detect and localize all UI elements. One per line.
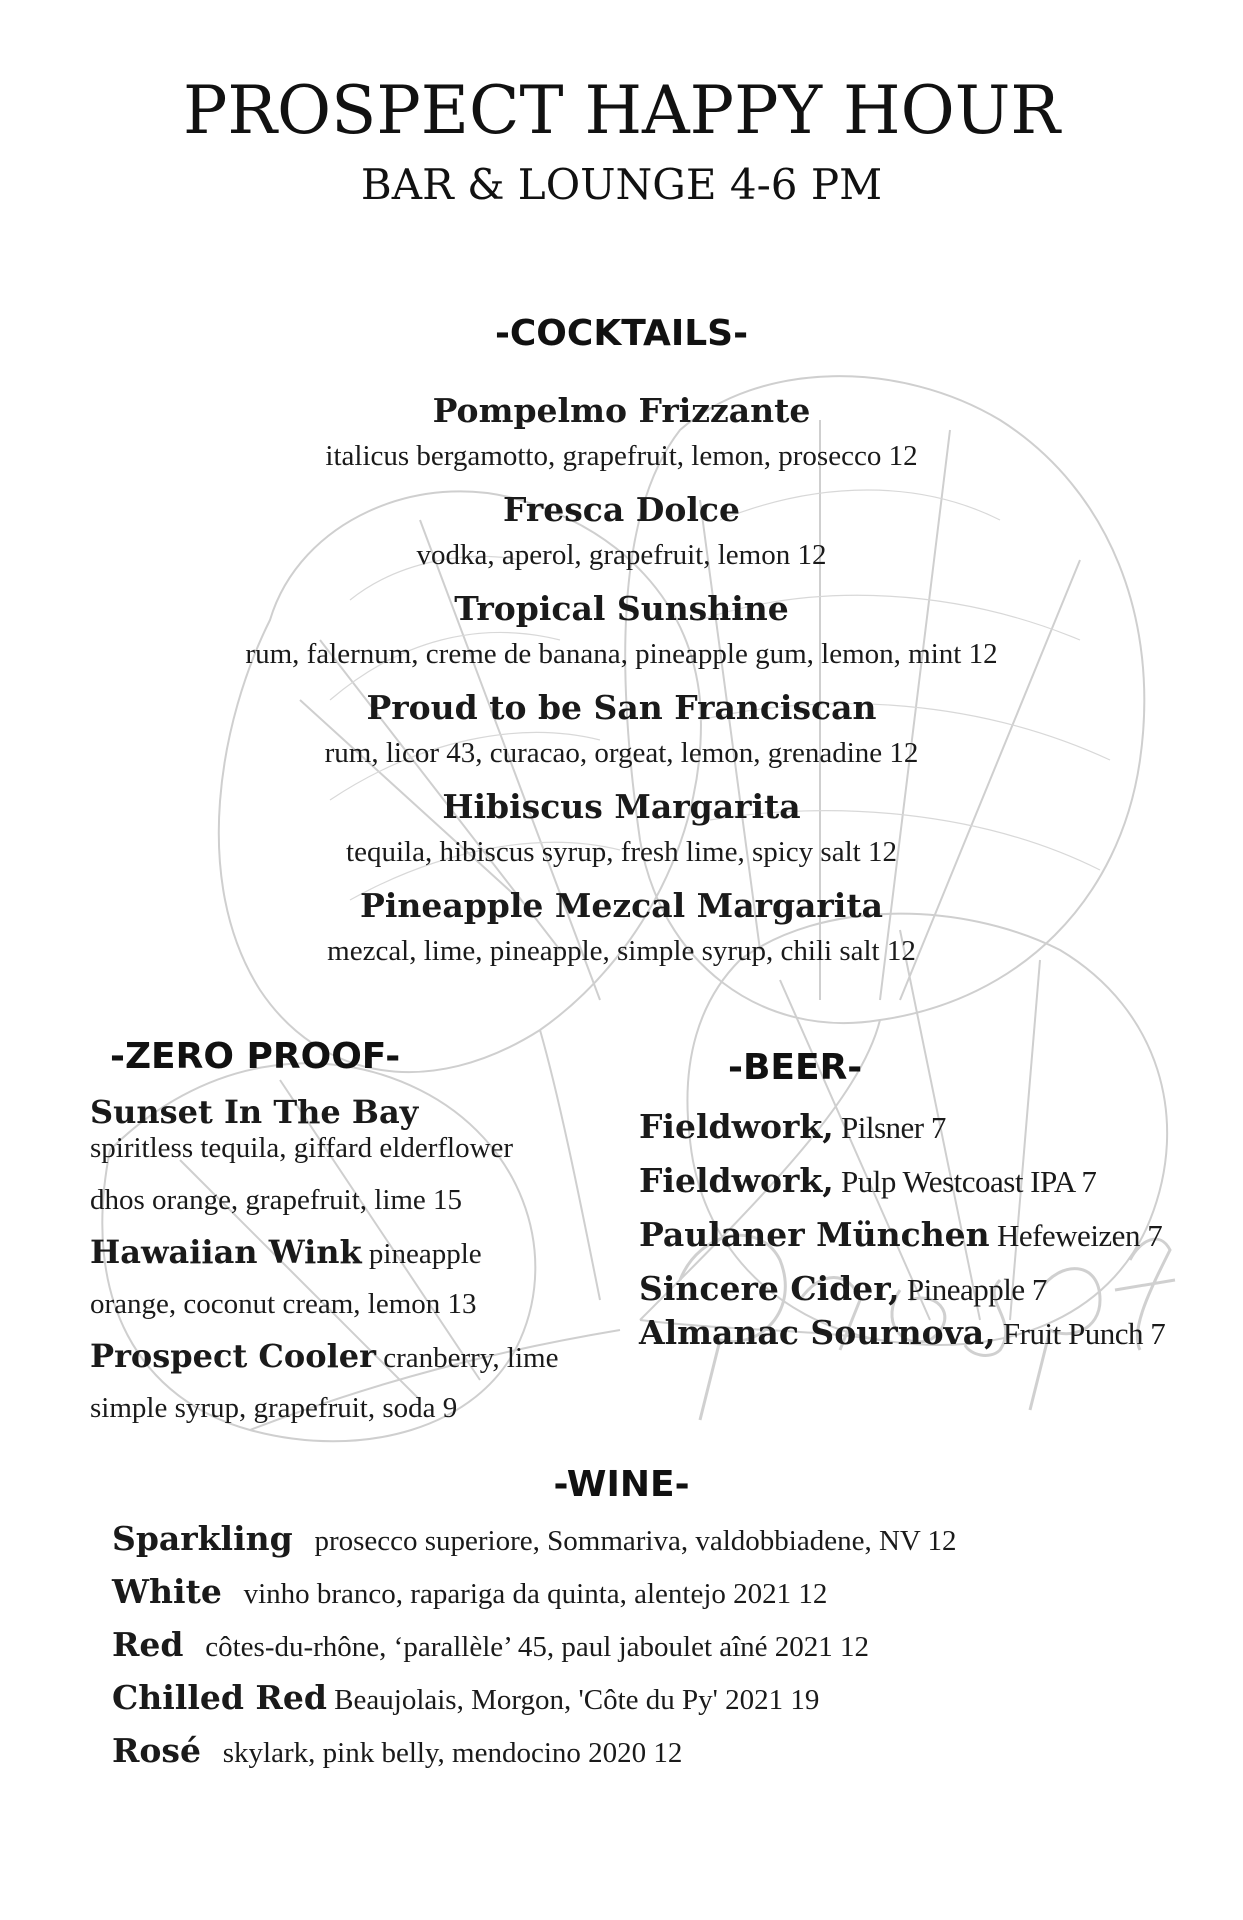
wine-heading: -WINE- [553, 1464, 690, 1505]
beer-style: Hefeweizen 7 [989, 1218, 1163, 1253]
cocktail-name: Proud to be San Franciscan [366, 688, 877, 727]
cocktail-item [0, 385, 1243, 484]
menu-subtitle: BAR & LOUNGE 4-6 PM [360, 160, 883, 209]
wine-description: côtes-du-rhône, ‘parallèle’ 45, paul jaboulet aîné 2021 12 [183, 1631, 870, 1663]
zero-proof-name: Hawaiian Wink [90, 1233, 362, 1271]
wine-type: Chilled Red [112, 1678, 327, 1717]
beer-item [639, 1154, 1239, 1208]
cocktail-description: mezcal, lime, pineapple, simple syrup, chili salt 12 [327, 935, 916, 967]
wine-item [112, 1512, 1212, 1565]
cocktail-name: Fresca Dolce [502, 490, 741, 529]
cocktail-description: tequila, hibiscus syrup, fresh lime, spicy salt 12 [346, 836, 897, 868]
zero-proof-description-line: spiritless tequila, giffard elderflower [90, 1132, 514, 1164]
zero-proof-description-line: simple syrup, grapefruit, soda 9 [90, 1392, 458, 1424]
cocktail-description: rum, falernum, creme de banana, pineapple gum, lemon, mint 12 [245, 638, 998, 670]
cocktail-name: Pompelmo Frizzante [432, 391, 811, 430]
wine-description: Beaujolais, Morgon, 'Côte du Py' 2021 19 [326, 1684, 820, 1716]
zero-proof-name: Sunset In The Bay [90, 1093, 419, 1131]
cocktail-description: vodka, aperol, grapefruit, lemon 12 [416, 539, 827, 571]
zero-proof-heading: -ZERO PROOF- [110, 1036, 401, 1077]
cocktail-name: Tropical Sunshine [454, 589, 789, 628]
beer-item [639, 1262, 1239, 1306]
wine-type: Sparkling [112, 1519, 293, 1558]
zero-proof-description-line: dhos orange, grapefruit, lime 15 [90, 1184, 463, 1216]
cocktail-item [0, 583, 1243, 682]
wine-type: Rosé [112, 1731, 202, 1770]
zero-proof-description-line: orange, coconut cream, lemon 13 [90, 1288, 477, 1320]
beer-brewery: Paulaner München [639, 1215, 990, 1254]
beer-item [639, 1306, 1239, 1360]
cocktail-description: italicus bergamotto, grapefruit, lemon, prosecco 12 [325, 440, 918, 472]
menu-title: PROSPECT HAPPY HOUR [182, 72, 1061, 149]
zero-proof-name: Prospect Cooler [90, 1337, 376, 1375]
beer-style: Fruit Punch 7 [995, 1316, 1166, 1351]
zero-proof-item [90, 1330, 630, 1434]
beer-style: Pineapple 7 [899, 1272, 1047, 1307]
wine-description: vinho branco, rapariga da quinta, alentejo 2021 12 [221, 1578, 828, 1610]
wine-type: White [112, 1572, 222, 1611]
zero-proof-list [90, 1094, 630, 1434]
zero-proof-description-line: pineapple [361, 1238, 482, 1270]
cocktails-list [0, 385, 1243, 979]
cocktail-item [0, 682, 1243, 781]
cocktails-heading: -COCKTAILS- [494, 313, 749, 354]
beer-list [639, 1100, 1239, 1360]
wine-item [112, 1618, 1212, 1671]
beer-style: Pilsner 7 [833, 1110, 946, 1145]
cocktail-name: Pineapple Mezcal Margarita [360, 886, 883, 925]
cocktail-item [0, 781, 1243, 880]
wine-item [112, 1671, 1212, 1724]
beer-item [639, 1208, 1239, 1262]
wine-description: prosecco superiore, Sommariva, valdobbiadene, NV 12 [292, 1525, 957, 1557]
wine-item [112, 1724, 1212, 1777]
wine-list [112, 1512, 1212, 1777]
beer-brewery: Almanac Sournova, [639, 1313, 996, 1352]
beer-item [639, 1100, 1239, 1154]
wine-item [112, 1565, 1212, 1618]
beer-heading: -BEER- [728, 1047, 863, 1088]
beer-brewery: Sincere Cider, [639, 1269, 900, 1308]
zero-proof-item [90, 1226, 630, 1330]
beer-style: Pulp Westcoast IPA 7 [833, 1164, 1097, 1199]
beer-brewery: Fieldwork, [639, 1107, 834, 1146]
beer-brewery: Fieldwork, [639, 1161, 834, 1200]
cocktail-name: Hibiscus Margarita [442, 787, 801, 826]
cocktail-item [0, 484, 1243, 583]
wine-description: skylark, pink belly, mendocino 2020 12 [201, 1737, 683, 1769]
zero-proof-description-line: cranberry, lime [375, 1342, 559, 1374]
cocktail-item [0, 880, 1243, 979]
wine-type: Red [112, 1625, 184, 1664]
zero-proof-item [90, 1094, 630, 1226]
cocktail-description: rum, licor 43, curacao, orgeat, lemon, grenadine 12 [324, 737, 919, 769]
